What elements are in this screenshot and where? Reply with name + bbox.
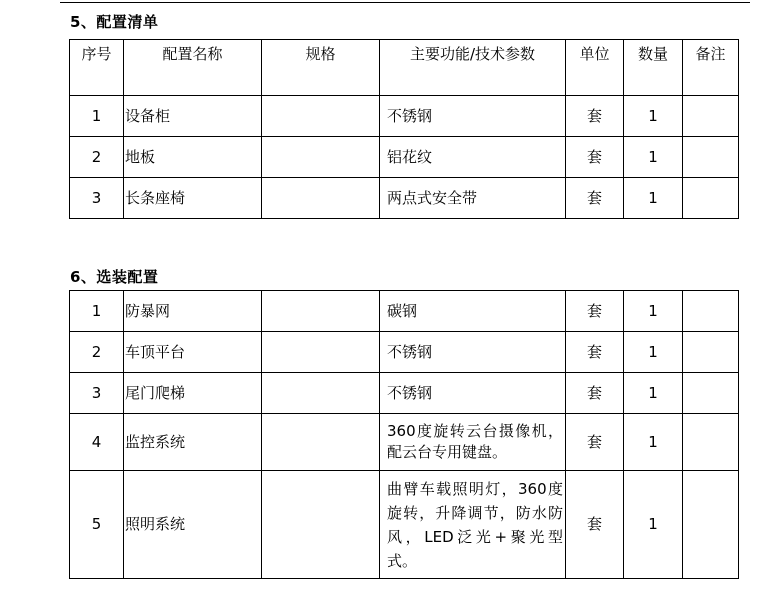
cell-name: 防暴网 [124, 291, 262, 332]
header-unit: 单位 [566, 40, 624, 96]
cell-function: 不锈钢 [380, 332, 566, 373]
cell-unit: 套 [566, 414, 624, 471]
cell-spec [262, 178, 380, 219]
header-name: 配置名称 [124, 40, 262, 96]
cell-function: 不锈钢 [380, 373, 566, 414]
table-row [70, 96, 739, 137]
cell-note [683, 178, 739, 219]
cell-qty: 1 [624, 137, 683, 178]
cell-no: 3 [70, 178, 124, 219]
cell-qty: 1 [624, 96, 683, 137]
optional-config-table [69, 290, 739, 579]
cell-no: 1 [70, 291, 124, 332]
cell-unit: 套 [566, 373, 624, 414]
cell-name: 长条座椅 [124, 178, 262, 219]
cell-function: 铝花纹 [380, 137, 566, 178]
cell-qty: 1 [624, 291, 683, 332]
cell-unit: 套 [566, 291, 624, 332]
cell-spec [262, 291, 380, 332]
cell-spec [262, 373, 380, 414]
cell-unit: 套 [566, 471, 624, 579]
cell-no: 3 [70, 373, 124, 414]
table-row [70, 291, 739, 332]
cell-note [683, 471, 739, 579]
table-row [70, 373, 739, 414]
table-row [70, 332, 739, 373]
cell-note [683, 96, 739, 137]
section-5-title: 5、配置清单 [70, 13, 159, 31]
table-row [70, 414, 739, 471]
header-no: 序号 [70, 40, 124, 96]
cell-no: 2 [70, 137, 124, 178]
table-row [70, 137, 739, 178]
cell-name: 监控系统 [124, 414, 262, 471]
cell-function: 两点式安全带 [380, 178, 566, 219]
cell-qty: 1 [624, 373, 683, 414]
cell-qty: 1 [624, 178, 683, 219]
table-row [70, 178, 739, 219]
cell-unit: 套 [566, 332, 624, 373]
cell-function: 不锈钢 [380, 96, 566, 137]
cell-spec [262, 332, 380, 373]
cell-spec [262, 96, 380, 137]
cell-name: 地板 [124, 137, 262, 178]
table-row [70, 471, 739, 579]
cell-no: 5 [70, 471, 124, 579]
top-divider-line [60, 2, 750, 3]
cell-spec [262, 414, 380, 471]
cell-note [683, 291, 739, 332]
header-function: 主要功能/技术参数 [380, 40, 566, 96]
header-spec: 规格 [262, 40, 380, 96]
cell-name: 车顶平台 [124, 332, 262, 373]
cell-unit: 套 [566, 178, 624, 219]
header-note: 备注 [683, 40, 739, 96]
config-list-table [69, 39, 739, 219]
cell-function: 曲臂车载照明灯，360度旋转，升降调节，防水防风，LED泛光+聚光型式。 [380, 471, 566, 579]
cell-name: 设备柜 [124, 96, 262, 137]
cell-unit: 套 [566, 137, 624, 178]
header-qty: 数量 [624, 40, 683, 96]
cell-function: 碳钢 [380, 291, 566, 332]
cell-spec [262, 471, 380, 579]
cell-name: 照明系统 [124, 471, 262, 579]
cell-no: 1 [70, 96, 124, 137]
cell-note [683, 373, 739, 414]
cell-function: 360度旋转云台摄像机，配云台专用键盘。 [380, 414, 566, 471]
cell-qty: 1 [624, 332, 683, 373]
cell-note [683, 414, 739, 471]
cell-note [683, 137, 739, 178]
cell-no: 2 [70, 332, 124, 373]
cell-qty: 1 [624, 414, 683, 471]
cell-unit: 套 [566, 96, 624, 137]
cell-no: 4 [70, 414, 124, 471]
cell-note [683, 332, 739, 373]
section-6-title: 6、选装配置 [70, 268, 159, 286]
cell-name: 尾门爬梯 [124, 373, 262, 414]
cell-qty: 1 [624, 471, 683, 579]
cell-spec [262, 137, 380, 178]
table-header-row [70, 40, 739, 96]
